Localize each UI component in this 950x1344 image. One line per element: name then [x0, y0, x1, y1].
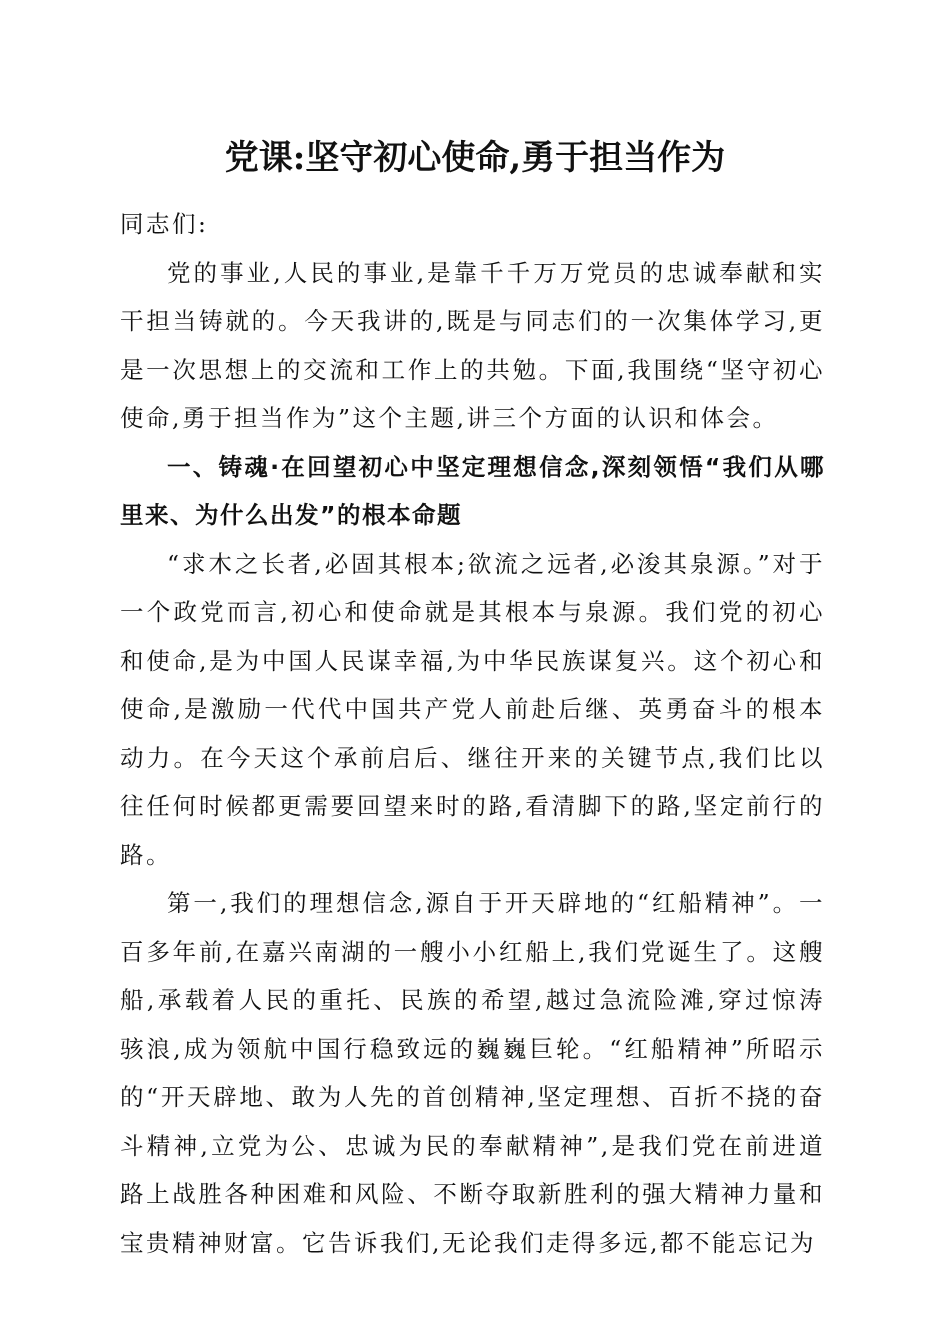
section1-paragraph-1: “求木之长者,必固其根本;欲流之远者,必浚其泉源。”对于一个政党而言,初心和使命就是其根本与泉源。我们党的初心和使命,是为中国人民谋幸福,为中华民族谋复兴。这个初心和使命,是激励一代代中国共产党人前赴后继、英勇奋斗的根本动力。在今天这个承前启后、继往开来的关键节点,我们比以往任何时候都更需要回望来时的路,看清脚下的路,坚定前行的路。 — [120, 549, 825, 869]
document-title: 党课:坚守初心使命,勇于担当作为 — [224, 138, 726, 178]
section1-paragraph-2: 第一,我们的理想信念,源自于开天辟地的“红船精神”。一百多年前,在嘉兴南湖的一艘小小红船上,我们党诞生了。这艘船,承载着人民的重托、民族的希望,越过急流险滩,穿过惊涛骇浪,成为领航中国行稳致远的巍巍巨轮。“红船精神”所昭示的“开天辟地、敢为人先的首创精神,坚定理想、百折不挠的奋斗精神,立党为公、忠诚为民的奉献精神”,是我们党在前进道路上战胜各种困难和风险、不断夺取新胜利的强大精神力量和宝贵精神财富。它告诉我们,无论我们走得多远,都不能忘记为 — [120, 889, 825, 1257]
section-heading-1: 一、铸魂·在回望初心中坚定理想信念,深刻领悟“我们从哪里来、为什么出发”的根本命题 — [120, 452, 825, 529]
salutation: 同志们: — [120, 210, 209, 238]
intro-paragraph: 党的事业,人民的事业,是靠千千万万党员的忠诚奉献和实干担当铸就的。今天我讲的,既是与同志们的一次集体学习,更是一次思想上的交流和工作上的共勉。下面,我围绕“坚守初心使命,勇于担当作为”这个主题,讲三个方面的认识和体会。 — [120, 258, 825, 432]
document-body — [120, 200, 825, 1267]
